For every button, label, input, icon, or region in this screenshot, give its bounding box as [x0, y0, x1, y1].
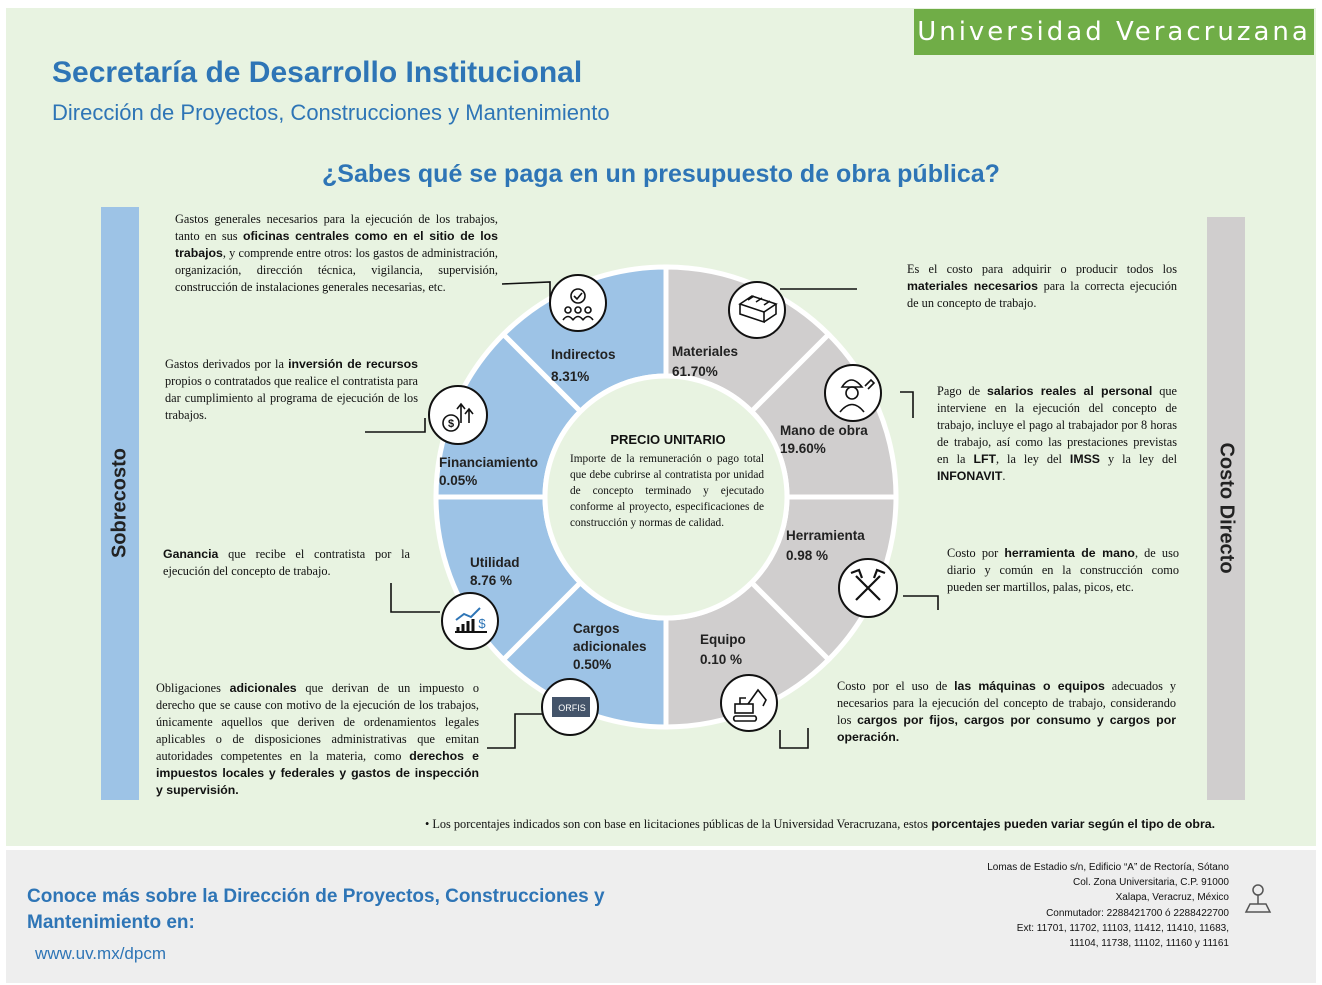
emphasis-text: salarios reales al personal [987, 384, 1153, 398]
address-line: Xalapa, Veracruz, México [1115, 892, 1229, 904]
address-line: 11104, 11738, 11102, 11160 y 11161 [1069, 937, 1229, 949]
connector-equipo [780, 728, 808, 748]
description-mano-de-obra [937, 383, 1177, 485]
segment-name: Utilidad [470, 555, 520, 570]
sobrecosto-label: Sobrecosto [108, 447, 131, 559]
description-materiales [907, 261, 1177, 312]
segment-label-cargos-adicionales [573, 620, 647, 675]
body-text: propios o contratados que realice el contratista para dar cumplimiento al programa de ejecución de los trabajos. [165, 373, 419, 422]
growth-chart-dollar: $ [478, 616, 486, 631]
footer-cta-line2: Mantenimiento en: [27, 912, 195, 934]
address-line: Lomas de Estadio s/n, Edificio “A” de Rectoría, Sótano [987, 862, 1229, 873]
footer-cta-line1: Conoce más sobre la Dirección de Proyectos, Construcciones y [27, 886, 605, 907]
body-text: Pago de [937, 384, 988, 398]
segment-percent: 19.60% [780, 441, 826, 457]
costo-directo-label: Costo Directo [1215, 442, 1238, 574]
emphasis-text: LFT [973, 451, 996, 466]
university-banner: Universidad Veracruzana [914, 9, 1314, 55]
money-growth-icon [429, 386, 487, 444]
emphasis-text: Ganancia [163, 547, 219, 561]
segment-percent: 8.76 % [470, 573, 513, 589]
segment-label-indirectos [551, 346, 616, 386]
body-text: Gastos generales necesarios para la ejecución de los trabajos, tanto en sus [175, 212, 498, 243]
connector-cargos [487, 714, 548, 748]
segment-name-line2: adicionales [573, 639, 647, 655]
question-heading: ¿Sabes qué se paga en un presupuesto de obra pública? [322, 160, 1000, 188]
body-text: Costo por [947, 546, 1005, 560]
orfis-logo-text: ORFIS [558, 703, 586, 713]
body-text: que recibe el contratista por la ejecución del concepto de trabajo. [163, 547, 410, 578]
body-text: estos [903, 817, 928, 831]
page-subtitle: Dirección de Proyectos, Construcciones y Mantenimiento [52, 100, 610, 125]
segment-label-utilidad [470, 554, 520, 590]
body-text: que derivan de un impuesto o derecho que se cause con motivo de la ejecución de los trabajos, únicamente aquellos que deriven de ordenamientos legales aplicables o de disposiciones administrativas que emitan autoridades competentes en la materia, como [156, 681, 479, 763]
segment-name: Mano de obra [780, 423, 868, 438]
footnote [425, 817, 1215, 832]
body-text: , de uso diario y común en la construcción como pueden ser martillos, palas, picos, etc. [947, 546, 1179, 594]
website-link[interactable]: www.uv.mx/dpcm [35, 944, 166, 963]
description-equipo [837, 678, 1176, 746]
emphasis-text: cargos por fijos, cargos por consumo y cargos por operación. [837, 712, 1176, 744]
location-pin-icon [1243, 882, 1273, 916]
address-block [987, 860, 1229, 951]
description-herramienta [947, 545, 1179, 596]
emphasis-text: derechos e impuestos locales y federales y gastos de inspección y supervisión. [156, 748, 480, 797]
address-line: Col. Zona Universitaria, C.P. 91000 [1072, 877, 1229, 889]
body-text: para la correcta ejecución de un concepto de trabajo. [907, 278, 1177, 310]
body-text: y la ley del [1100, 451, 1177, 466]
body-text: Costo por el uso de [837, 679, 955, 693]
segment-label-equipo [700, 631, 746, 669]
emphasis-text: oficinas centrales como en el sitio de los trabajos [175, 228, 499, 260]
segment-label-materiales [672, 343, 738, 381]
body-text: adecuados y necesarios para la ejecución del concepto de trabajo, considerando los [837, 679, 1176, 727]
address-line: Ext: 11701, 11702, 11103, 11412, 11410, 11683, [1016, 922, 1229, 934]
description-cargos-adicionales [156, 680, 479, 799]
money-growth-dollar: $ [447, 418, 455, 430]
segment-percent: 61.70% [672, 364, 718, 380]
segment-percent: 0.05% [439, 473, 478, 489]
growth-chart-icon [442, 593, 498, 649]
segment-percent: 0.10 % [700, 652, 743, 668]
segment-name: Indirectos [551, 347, 616, 362]
body-text: • Los porcentajes indicados son con base en licitaciones públicas de la Universidad Veracruzana, [425, 817, 904, 831]
address-line: Conmutador: 2288421700 ó 2288422700 [1046, 907, 1229, 919]
segment-name: Herramienta [786, 528, 865, 543]
emphasis-text: las máquinas o equipos [954, 679, 1105, 693]
description-financiamiento [165, 356, 418, 424]
emphasis-text: IMSS [1069, 451, 1100, 466]
emphasis-text: herramienta de mano [1004, 546, 1135, 560]
emphasis-text: INFONAVIT [937, 468, 1003, 483]
body-text: . [1002, 468, 1006, 483]
segment-label-herramienta [786, 527, 865, 565]
segment-percent: 8.31% [551, 369, 590, 385]
body-text: Es el costo para adquirir o producir todos los [907, 262, 1177, 276]
segment-label-mano-de-obra [780, 422, 868, 458]
description-indirectos [175, 211, 498, 296]
segment-percent: 0.98 % [786, 548, 829, 564]
body-text: , y comprende entre otros: los gastos de administración, organización, dirección técnica, vigilancia, supervisión, construcción de instalaciones generales necesarias, etc. [175, 245, 498, 294]
connector-herramienta [903, 596, 938, 610]
segment-name: Materiales [672, 344, 739, 359]
page-title: Secretaría de Desarrollo Institucional [52, 56, 583, 89]
segment-name-line1: Cargos [573, 621, 620, 636]
body-text: que interviene en la ejecución del concepto de trabajo, incluye el pago al trabajador por 8 horas de trabajo, así como las prestaciones previstas en la [937, 384, 1177, 466]
center-title: PRECIO UNITARIO [610, 432, 726, 447]
segment-name: Financiamiento [439, 455, 539, 470]
body-text: , la ley del [996, 451, 1070, 466]
connector-mano [900, 392, 913, 418]
body-text: Obligaciones [156, 681, 230, 695]
segment-name: Equipo [700, 632, 746, 647]
worker-icon [825, 365, 881, 421]
emphasis-text: inversión de recursos [288, 357, 418, 371]
footer-cta [27, 884, 605, 936]
description-utilidad [163, 546, 410, 580]
connector-utilidad [391, 583, 440, 612]
emphasis-text: adicionales [229, 681, 297, 695]
emphasis-text: materiales necesarios [907, 278, 1039, 293]
segment-percent: 0.50% [573, 657, 612, 673]
center-description: Importe de la remuneración o pago total que debe cubrirse al contratista por unidad de concepto terminado y ejecutado conforme al proyecto, especificaciones de construcción y normas de calidad. [570, 453, 764, 530]
body-text: Gastos derivados por la [165, 357, 289, 371]
emphasis-text: porcentajes pueden variar según el tipo de obra. [927, 817, 1215, 831]
segment-label-financiamiento [439, 454, 538, 490]
